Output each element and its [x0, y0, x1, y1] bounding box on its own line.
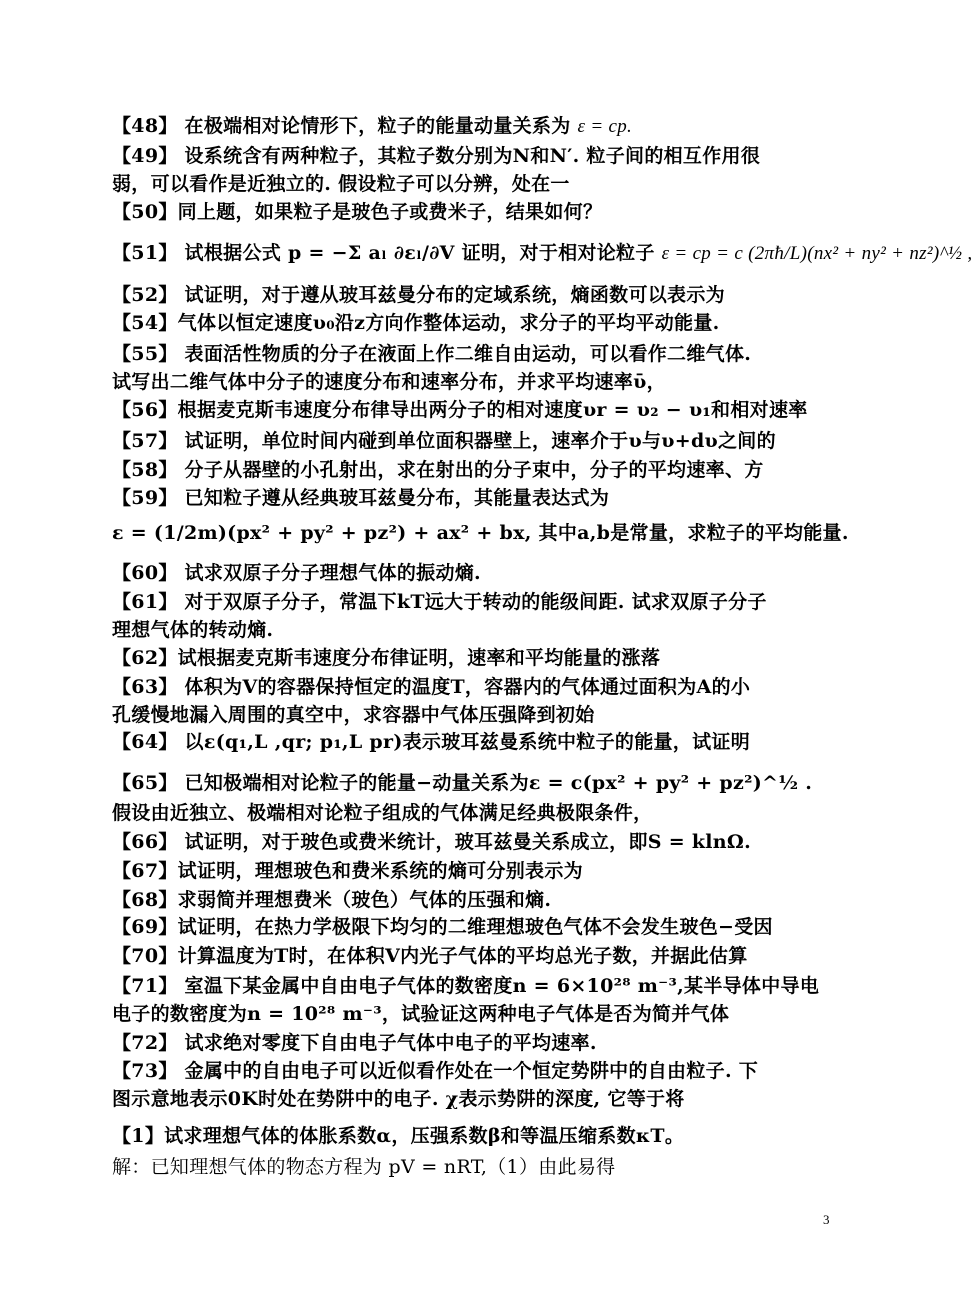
- line-69: 【69】试证明，在热力学极限下均匀的二维理想玻色气体不会发生玻色−受因: [112, 916, 773, 938]
- line-71-cont: 电子的数密度为n = 10²⁸ m⁻³，试验证这两种电子气体是否为简并气体: [112, 1003, 730, 1025]
- line-73: 【73】 金属中的自由电子可以近似看作处在一个恒定势阱中的自由粒子. 下: [112, 1060, 759, 1082]
- line-54: 【54】气体以恒定速度υ₀沿z方向作整体运动，求分子的平均平动能量.: [112, 312, 720, 334]
- line-65: 【65】 已知极端相对论粒子的能量−动量关系为ε = c(px² + py² + pz²)^½ .: [112, 772, 813, 794]
- line-72: 【72】 试求绝对零度下自由电子气体中电子的平均速率.: [112, 1032, 597, 1054]
- line-49: 【49】 设系统含有两种粒子，其粒子数分别为N和N′. 粒子间的相互作用很: [112, 145, 761, 167]
- line-57: 【57】 试证明，单位时间内碰到单位面积器壁上，速率介于υ与υ+dυ之间的: [112, 430, 776, 452]
- line-52: 【52】 试证明，对于遵从玻耳兹曼分布的定域系统，熵函数可以表示为: [112, 284, 725, 306]
- line-59: 【59】 已知粒子遵从经典玻耳兹曼分布，其能量表达式为: [112, 487, 610, 509]
- line-71: 【71】 室温下某金属中自由电子气体的数密度n = 6×10²⁸ m⁻³,某半导体中导电: [112, 975, 820, 997]
- line-60: 【60】 试求双原子分子理想气体的振动熵.: [112, 562, 481, 584]
- line-48: 【48】 在极端相对论情形下，粒子的能量动量关系为 ε = cp.: [112, 115, 633, 137]
- line-67: 【67】试证明，理想玻色和费米系统的熵可分别表示为: [112, 860, 583, 882]
- line-58: 【58】 分子从器壁的小孔射出，求在射出的分子束中，分子的平均速率、方: [112, 459, 764, 481]
- line-63-cont: 孔缓慢地漏入周围的真空中，求容器中气体压强降到初始: [112, 704, 595, 726]
- line-73-cont: 图示意地表示0K时处在势阱中的电子. χ表示势阱的深度, 它等于将: [112, 1088, 685, 1110]
- line-61-cont: 理想气体的转动熵.: [112, 619, 274, 641]
- line-50: 【50】同上题，如果粒子是玻色子或费米子，结果如何？: [112, 201, 603, 223]
- line-55: 【55】 表面活性物质的分子在液面上作二维自由运动，可以看作二维气体.: [112, 343, 752, 365]
- line-56: 【56】根据麦克斯韦速度分布律导出两分子的相对速度υr = υ₂ − υ₁和相对速率: [112, 399, 808, 421]
- line-70: 【70】计算温度为T时，在体积V内光子气体的平均总光子数，并据此估算: [112, 945, 748, 967]
- line-66: 【66】 试证明，对于玻色或费米统计，玻耳兹曼关系成立，即S = klnΩ.: [112, 831, 752, 853]
- line-68: 【68】求弱简并理想费米（玻色）气体的压强和熵.: [112, 889, 552, 911]
- line-61: 【61】 对于双原子分子，常温下kT远大于转动的能级间距. 试求双原子分子: [112, 591, 767, 613]
- line-solution: 解：已知理想气体的物态方程为 pV = nRT,（1）由此易得: [112, 1156, 616, 1178]
- line-63: 【63】 体积为V的容器保持恒定的温度T，容器内的气体通过面积为A的小: [112, 676, 751, 698]
- line-51: 【51】 试根据公式 p = −Σ aₗ ∂εₗ/∂V 证明，对于相对论粒子 ε = cp = c (2πħ/L)(nx² + ny² + nz²)^½ ,: [112, 242, 972, 264]
- line-62: 【62】试根据麦克斯韦速度分布律证明，速率和平均能量的涨落: [112, 647, 661, 669]
- line-64: 【64】 以ε(q₁,L ,qr; p₁,L pr)表示玻耳兹曼系统中粒子的能量，试证明: [112, 731, 751, 753]
- line-65-cont: 假设由近独立、极端相对论粒子组成的气体满足经典极限条件，: [112, 802, 653, 824]
- page-number: 3: [823, 1212, 830, 1227]
- line-49-cont: 弱，可以看作是近独立的. 假设粒子可以分辨，处在一: [112, 173, 570, 195]
- line-55-cont: 试写出二维气体中分子的速度分布和速率分布，并求平均速率ῡ，: [112, 371, 666, 393]
- line-1: 【1】试求理想气体的体胀系数α，压强系数β和等温压缩系数κT。: [112, 1125, 685, 1147]
- line-59-formula: ε = (1/2m)(px² + py² + pz²) + ax² + bx, 其中a,b是常量，求粒子的平均能量.: [112, 522, 849, 544]
